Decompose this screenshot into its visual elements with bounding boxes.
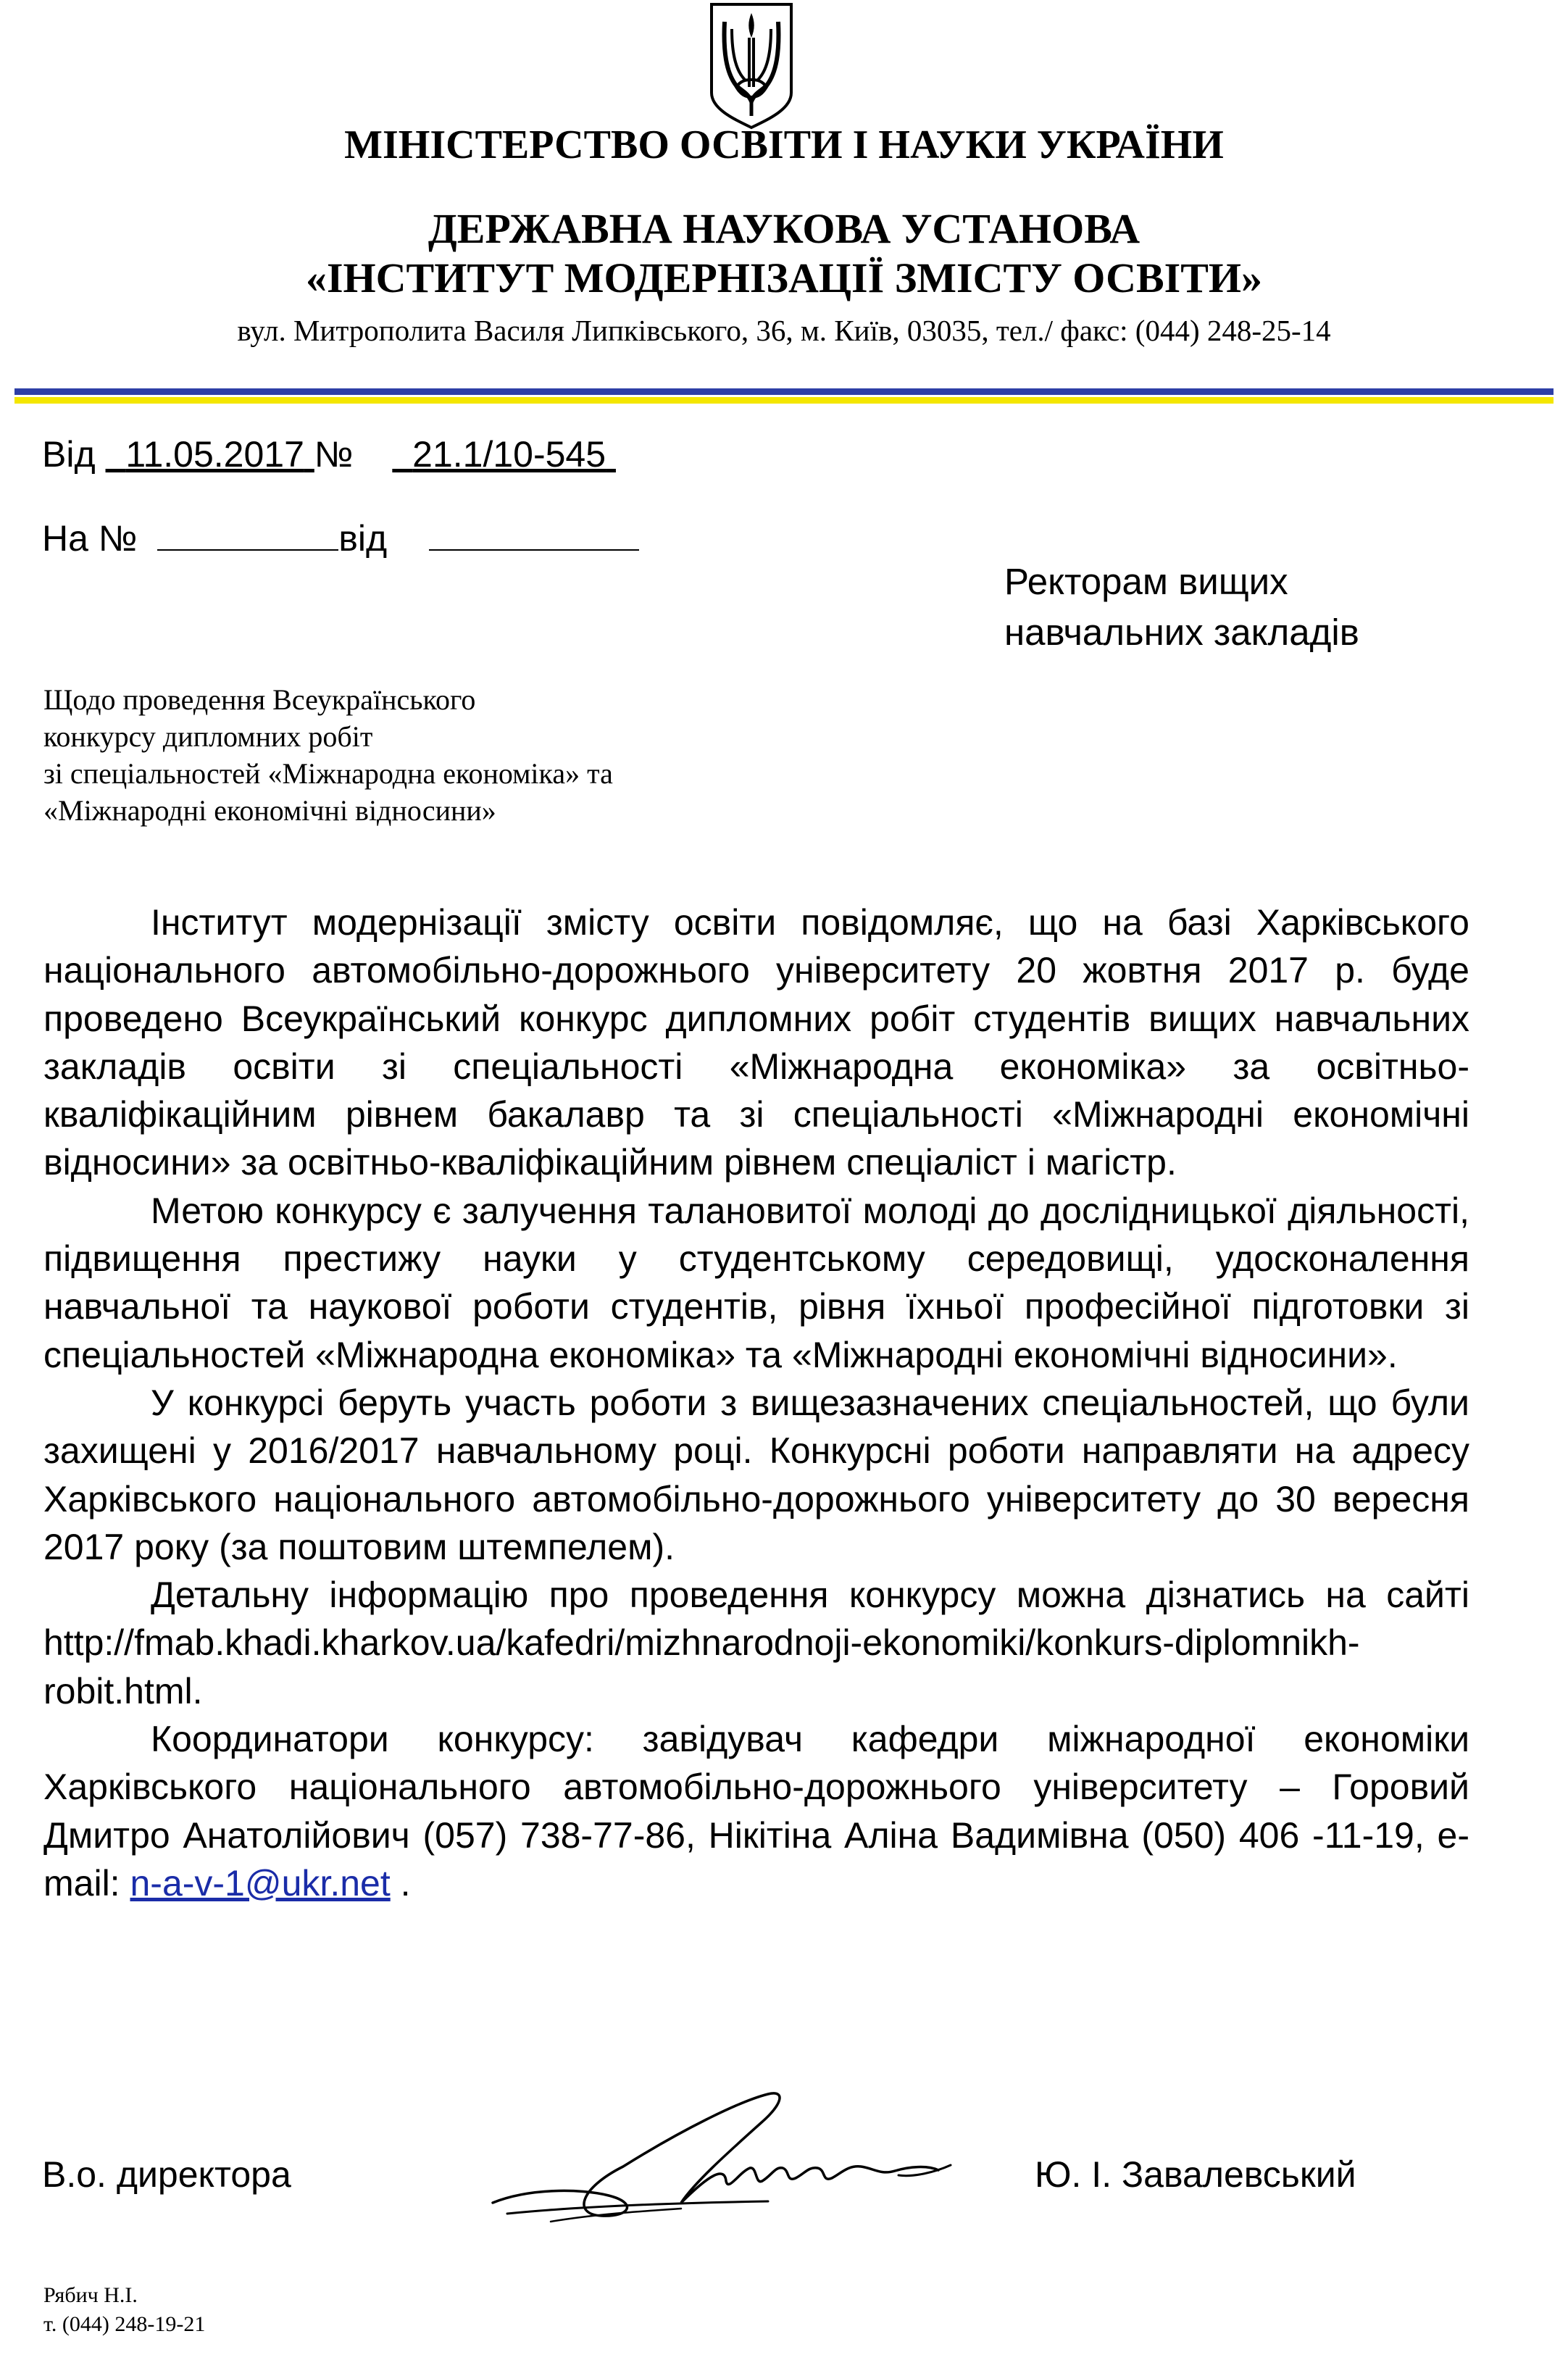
subject-line-3: зі спеціальностей «Міжнародна економіка» та (43, 757, 613, 790)
trident-emblem-icon (707, 0, 796, 130)
outgoing-number: 21.1/10-545 (412, 434, 606, 475)
body-paragraph-5 (43, 1715, 1469, 1907)
coordinator-email-link[interactable]: n-a-v-1@ukr.net (130, 1862, 391, 1904)
addressee (1004, 556, 1359, 658)
letter-body (43, 898, 1469, 1907)
institution-address: вул. Митрополита Василя Липківського, 36, м. Київ, 03035, тел./ факс: (044) 248-25-14 (237, 314, 1331, 347)
subject-line-1: Щодо проведення Всеукраїнського (43, 683, 476, 716)
outgoing-date: 11.05.2017 (125, 434, 304, 475)
body-paragraph-4: Детальну інформацію про проведення конкурсу можна дізнатись на сайті http://fmab.khadi.kharkov.ua/kafedri/mizhnarodnoji-ekonomiki/konkurs-diplomnikh-robit.html. (43, 1575, 1469, 1711)
body-paragraph-2: Метою конкурсу є залучення талановитої молоді до дослідницької діяльності, підвищення престижу науки у студентському середовищі, удосконалення навчальної та наукової роботи студентів, рівня їхньої професійної підготовки зі спеціальностей «Міжнародна економіка» та «Міжнародні економічні відносини». (43, 1190, 1469, 1375)
coordinators-text: Координатори конкурсу: завідувач кафедри міжнародної економіки Харківського національного автомобільно-дорожнього університету – Горовий Дмитро Анатолійович (057) 738-77-86, Нікітіна Аліна Вадимівна (050) 406 -11-19, e-mail: (43, 1719, 1469, 1904)
addressee-line-2: навчальних закладів (1004, 612, 1359, 653)
body-paragraph-1: Інститут модернізації змісту освіти повідомляє, що на базі Харківського національного автомобільно-дорожнього університету 20 жовтня 2017 р. буде проведено Всеукраїнський конкурс дипломних робіт студентів вищих навчальних закладів освіти зі спеціальності «Міжнародна економіка» за освітньо-кваліфікаційним рівнем бакалавр та зі спеціальності «Міжнародні економічні відносини» за освітньо-кваліфікаційним рівнем спеціаліст і магістр. (43, 902, 1469, 1183)
institution-line-1: ДЕРЖАВНА НАУКОВА УСТАНОВА (428, 205, 1140, 252)
executor-phone: т. (044) 248-19-21 (43, 2312, 206, 2336)
addressee-line-1: Ректорам вищих (1004, 561, 1288, 602)
handwritten-signature-icon (464, 2080, 971, 2232)
executor-info (43, 2281, 205, 2339)
header-rule-yellow (14, 397, 1554, 404)
from-label: Від (42, 434, 96, 475)
executor-name: Рябич Н.І. (43, 2283, 138, 2307)
signatory-title: В.о. директора (42, 2154, 291, 2195)
letter-subject (43, 681, 613, 829)
reply-date-blank (429, 520, 639, 551)
reply-reference (42, 517, 639, 559)
header-rule-blue (14, 388, 1554, 395)
ministry-name: МІНІСТЕРСТВО ОСВІТИ І НАУКИ УКРАЇНИ (344, 122, 1224, 167)
paragraph-end: . (390, 1862, 411, 1904)
reply-number-blank (157, 520, 338, 551)
reply-label: На № (42, 518, 138, 559)
outgoing-reference (42, 433, 616, 475)
signatory-name: Ю. І. Завалевський (1035, 2154, 1356, 2195)
institution-line-2: «ІНСТИТУТ МОДЕРНІЗАЦІЇ ЗМІСТУ ОСВІТИ» (305, 254, 1263, 301)
subject-line-4: «Міжнародні економічні відносини» (43, 794, 496, 827)
number-label: № (314, 434, 354, 475)
subject-line-2: конкурсу дипломних робіт (43, 720, 373, 753)
body-paragraph-3: У конкурсі беруть участь роботи з вищезазначених спеціальностей, що були захищені у 2016/2017 навчальному році. Конкурсні роботи направляти на адресу Харківського національного автомобільно-дорожнього університету до 30 вересня 2017 року (за поштовим штемпелем). (43, 1382, 1469, 1567)
reply-date-label: від (338, 518, 388, 559)
